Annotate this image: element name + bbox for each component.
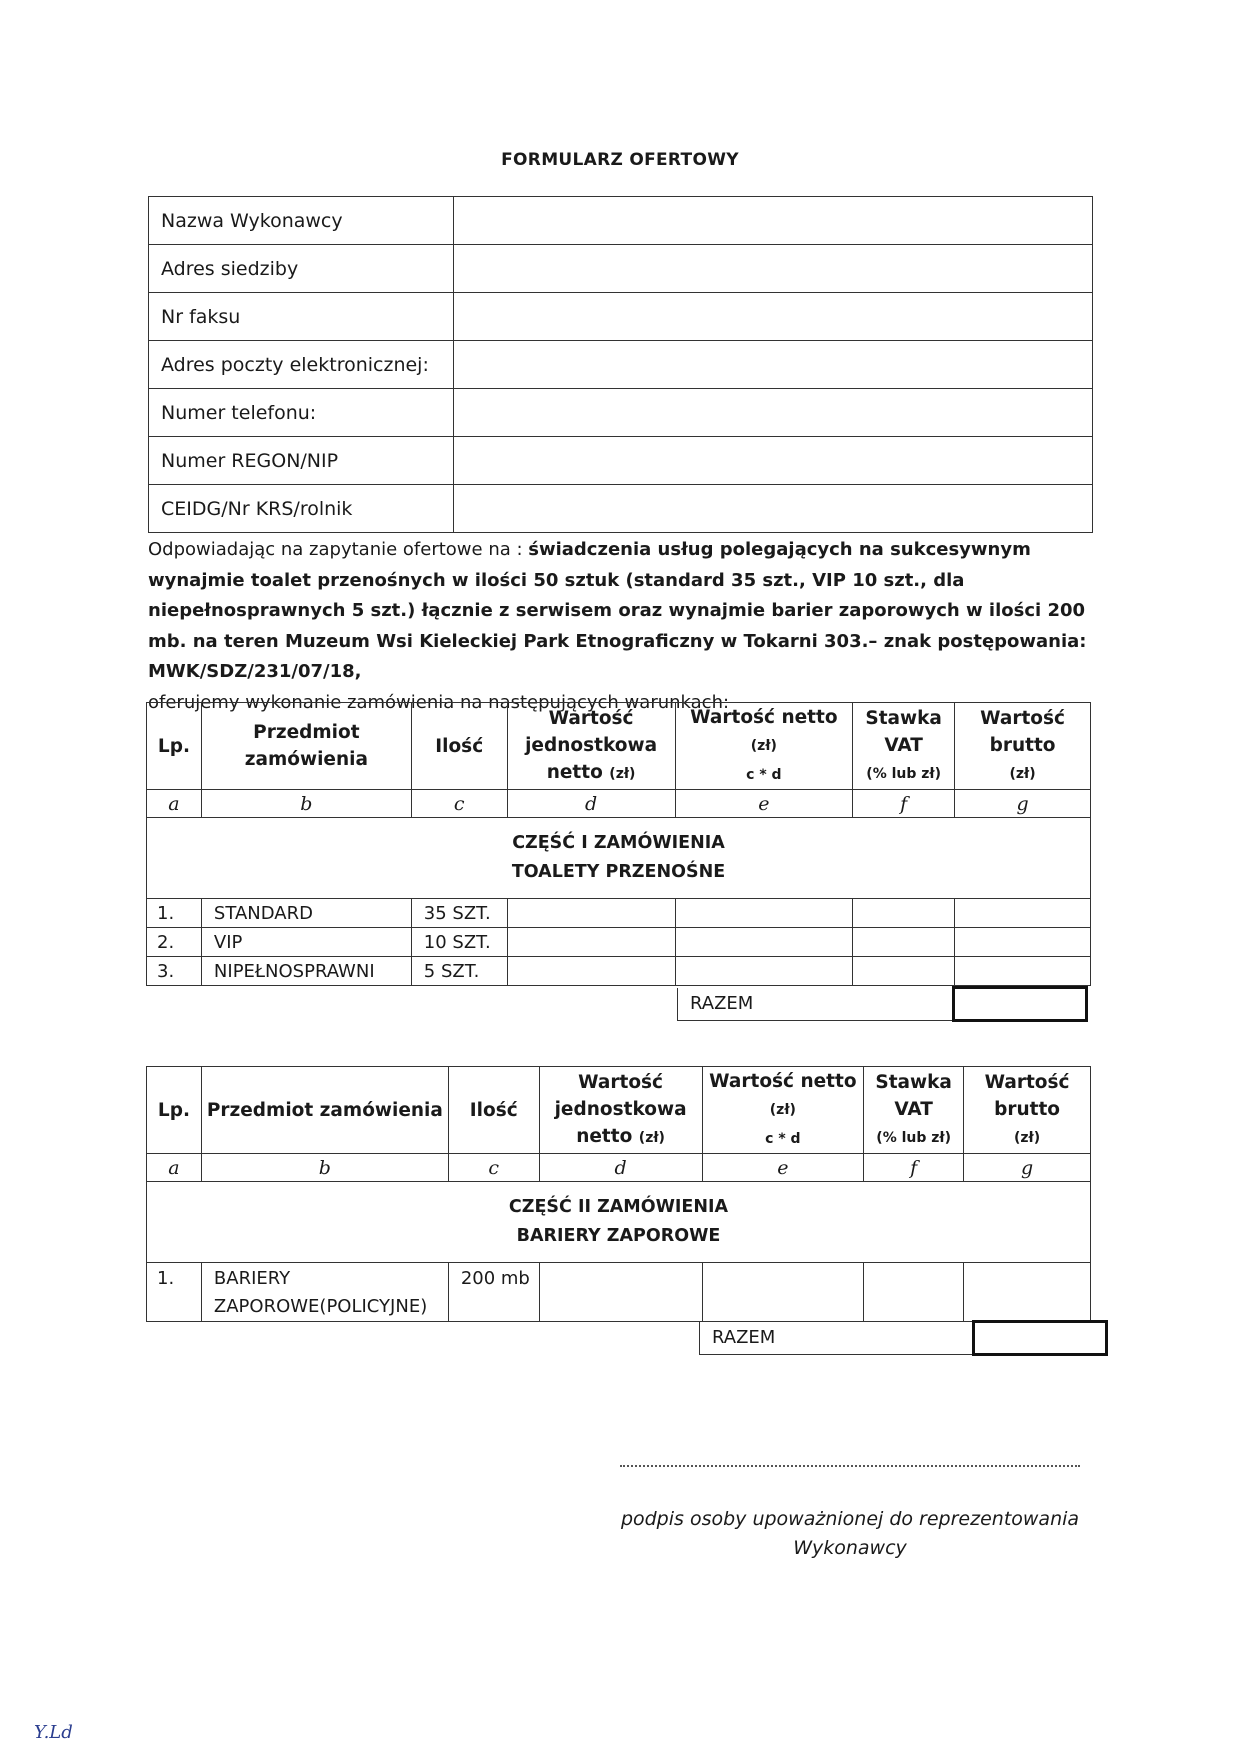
vat-cell[interactable]	[853, 957, 955, 986]
regon-nip-field[interactable]	[454, 437, 1093, 485]
col-header-stawka: Stawka VAT (% lub zł)	[864, 1067, 964, 1154]
col-letter: f	[853, 790, 955, 818]
col-header-przedmiot: Przedmiot zamówienia	[201, 1067, 448, 1154]
col-letter: a	[147, 1154, 202, 1182]
col-header-lp: Lp.	[147, 1067, 202, 1154]
col-header-przedmiot: Przedmiot zamówienia	[201, 703, 411, 790]
ceidg-krs-field[interactable]	[454, 485, 1093, 533]
col-letter: g	[955, 790, 1091, 818]
col-header-lp: Lp.	[147, 703, 202, 790]
col-letter: d	[507, 790, 675, 818]
col-letter: f	[864, 1154, 964, 1182]
field-label: Adres poczty elektronicznej:	[149, 341, 454, 389]
email-field[interactable]	[454, 341, 1093, 389]
intro-prefix: Odpowiadając na zapytanie ofertowe na :	[148, 539, 529, 560]
net-value-cell[interactable]	[675, 957, 853, 986]
row-lp: 1.	[147, 1263, 202, 1322]
vat-cell[interactable]	[853, 928, 955, 957]
unit-price-cell[interactable]	[539, 1263, 702, 1322]
unit-price-cell[interactable]	[507, 899, 675, 928]
total-row-part2	[699, 1320, 1108, 1356]
section-heading: CZĘŚĆ II ZAMÓWIENIA BARIERY ZAPOROWE	[147, 1182, 1091, 1263]
total-label: RAZEM	[700, 1322, 974, 1355]
field-label: Nazwa Wykonawcy	[149, 197, 454, 245]
col-letter: d	[539, 1154, 702, 1182]
fax-field[interactable]	[454, 293, 1093, 341]
intro-paragraph	[148, 535, 1108, 718]
field-label: Adres siedziby	[149, 245, 454, 293]
col-letter: b	[201, 790, 411, 818]
row-lp: 2.	[147, 928, 202, 957]
row-name: STANDARD	[201, 899, 411, 928]
row-name: BARIERY ZAPOROWE(POLICYJNE)	[201, 1263, 448, 1322]
section-heading: CZĘŚĆ I ZAMÓWIENIA TOALETY PRZENOŚNE	[147, 818, 1091, 899]
table-row	[147, 899, 1091, 928]
order-table-part2	[146, 1066, 1091, 1322]
col-letter: a	[147, 790, 202, 818]
gross-cell[interactable]	[955, 957, 1091, 986]
col-header-brutto: Wartość brutto (zł)	[955, 703, 1091, 790]
contractor-name-field[interactable]	[454, 197, 1093, 245]
total-row-part1	[677, 986, 1088, 1022]
col-letter: e	[702, 1154, 864, 1182]
total-value-box[interactable]	[954, 988, 1087, 1021]
table-row	[147, 1263, 1091, 1322]
signature-line	[620, 1455, 1080, 1467]
field-label: Numer telefonu:	[149, 389, 454, 437]
col-header-wartosc-netto: Wartość netto (zł) c * d	[702, 1067, 864, 1154]
vat-cell[interactable]	[864, 1263, 964, 1322]
intro-subject: świadczenia usług polegających na sukcesywnym wynajmie toalet przenośnych w ilości 50 sztuk (standard 35 szt., VIP 10 szt., dla niepełnosprawnych 5 szt.) łącznie z serwisem oraz wynajmie barier zaporowych w ilości 200 mb. na teren Muzeum Wsi Kieleckiej Park Etnograficzny w Tokarni 303.– znak postępowania: MWK/SDZ/231/07/18,	[148, 539, 1087, 682]
total-label: RAZEM	[678, 988, 954, 1021]
col-letter: g	[964, 1154, 1091, 1182]
intro-suffix: oferujemy wykonanie zamówienia na następujących warunkach:	[148, 691, 730, 713]
col-header-brutto: Wartość brutto (zł)	[964, 1067, 1091, 1154]
field-label: Nr faksu	[149, 293, 454, 341]
row-name: NIPEŁNOSPRAWNI	[201, 957, 411, 986]
net-value-cell[interactable]	[675, 928, 853, 957]
gross-cell[interactable]	[955, 928, 1091, 957]
row-qty: 5 SZT.	[411, 957, 507, 986]
order-table-part1	[146, 702, 1091, 986]
signature-caption: podpis osoby upoważnionej do reprezentowania Wykonawcy	[620, 1508, 1080, 1559]
form-title: FORMULARZ OFERTOWY	[501, 150, 739, 170]
row-name: VIP	[201, 928, 411, 957]
unit-price-cell[interactable]	[507, 957, 675, 986]
table-row	[147, 957, 1091, 986]
row-qty: 200 mb	[448, 1263, 539, 1322]
row-qty: 10 SZT.	[411, 928, 507, 957]
table-row	[147, 928, 1091, 957]
vat-cell[interactable]	[853, 899, 955, 928]
total-value-box[interactable]	[974, 1322, 1107, 1355]
field-label: CEIDG/Nr KRS/rolnik	[149, 485, 454, 533]
col-letter: c	[411, 790, 507, 818]
phone-field[interactable]	[454, 389, 1093, 437]
contractor-info-table	[148, 196, 1093, 533]
net-value-cell[interactable]	[702, 1263, 864, 1322]
handwritten-initials: Y.Ld	[34, 1722, 73, 1743]
gross-cell[interactable]	[964, 1263, 1091, 1322]
col-letter: e	[675, 790, 853, 818]
col-header-wartosc-jedn: Wartość jednostkowa netto (zł)	[507, 703, 675, 790]
gross-cell[interactable]	[955, 899, 1091, 928]
col-letter: c	[448, 1154, 539, 1182]
col-header-ilosc: Ilość	[411, 703, 507, 790]
col-header-ilosc: Ilość	[448, 1067, 539, 1154]
col-header-wartosc-netto: Wartość netto (zł) c * d	[675, 703, 853, 790]
unit-price-cell[interactable]	[507, 928, 675, 957]
row-lp: 1.	[147, 899, 202, 928]
row-lp: 3.	[147, 957, 202, 986]
net-value-cell[interactable]	[675, 899, 853, 928]
field-label: Numer REGON/NIP	[149, 437, 454, 485]
col-header-stawka: Stawka VAT (% lub zł)	[853, 703, 955, 790]
col-letter: b	[201, 1154, 448, 1182]
col-header-wartosc-jedn: Wartość jednostkowa netto (zł)	[539, 1067, 702, 1154]
address-field[interactable]	[454, 245, 1093, 293]
row-qty: 35 SZT.	[411, 899, 507, 928]
